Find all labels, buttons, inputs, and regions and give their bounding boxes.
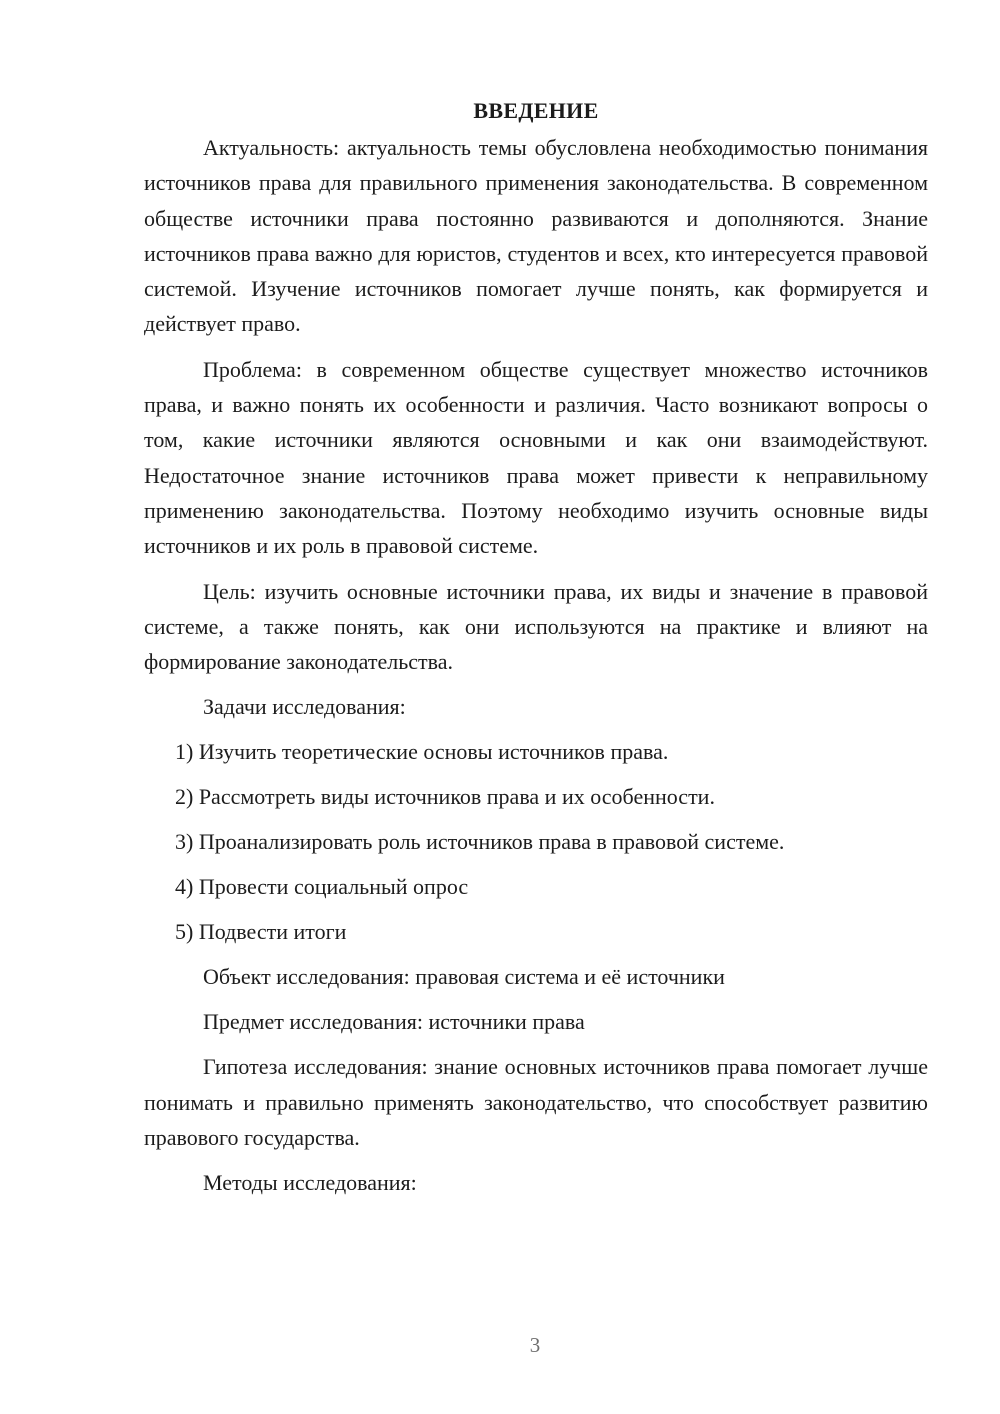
- task-item: 5) Подвести итоги: [175, 919, 347, 945]
- section-title: ВВЕДЕНИЕ: [473, 98, 599, 123]
- subject-paragraph: Предмет исследования: источники права: [203, 1009, 585, 1035]
- relevance-paragraph: Актуальность: актуальность темы обусловлена необходимостью понимания источников права для правильного применения законодательства. В современном обществе источники права постоянно развиваются и дополняются. Знание источников права важно для юристов, студентов и всех, кто интересуется правовой системой. Изучение источников помогает лучше понять, как формируется и действует право.: [144, 135, 928, 337]
- task-item: 4) Провести социальный опрос: [175, 874, 469, 900]
- task-item: 1) Изучить теоретические основы источников права.: [175, 739, 669, 765]
- page-number: 3: [529, 1333, 541, 1357]
- tasks-list: [144, 734, 928, 949]
- goal-paragraph: Цель: изучить основные источники права, их виды и значение в правовой системе, а также понять, как они используются на практике и влияют на формирование законодательства.: [144, 578, 928, 675]
- tasks-heading: Задачи исследования:: [203, 694, 406, 720]
- task-item: 2) Рассмотреть виды источников права и их особенности.: [175, 784, 715, 810]
- hypothesis-paragraph: Гипотеза исследования: знание основных источников права помогает лучше понимать и правильно применять законодательство, что способствует развитию правового государства.: [144, 1054, 928, 1151]
- problem-paragraph: Проблема: в современном обществе существует множество источников права, и важно понять их особенности и различия. Часто возникают вопросы о том, какие источники являются основными и как они взаимодействуют. Недостаточное знание источников права может привести к неправильному применению законодательства. Поэтому необходимо изучить основные виды источников и их роль в правовой системе.: [144, 356, 928, 559]
- document-page: [144, 96, 928, 1210]
- object-paragraph: Объект исследования: правовая система и её источники: [203, 964, 725, 990]
- task-item: 3) Проанализировать роль источников права в правовой системе.: [175, 829, 785, 855]
- methods-heading: Методы исследования:: [203, 1170, 417, 1196]
